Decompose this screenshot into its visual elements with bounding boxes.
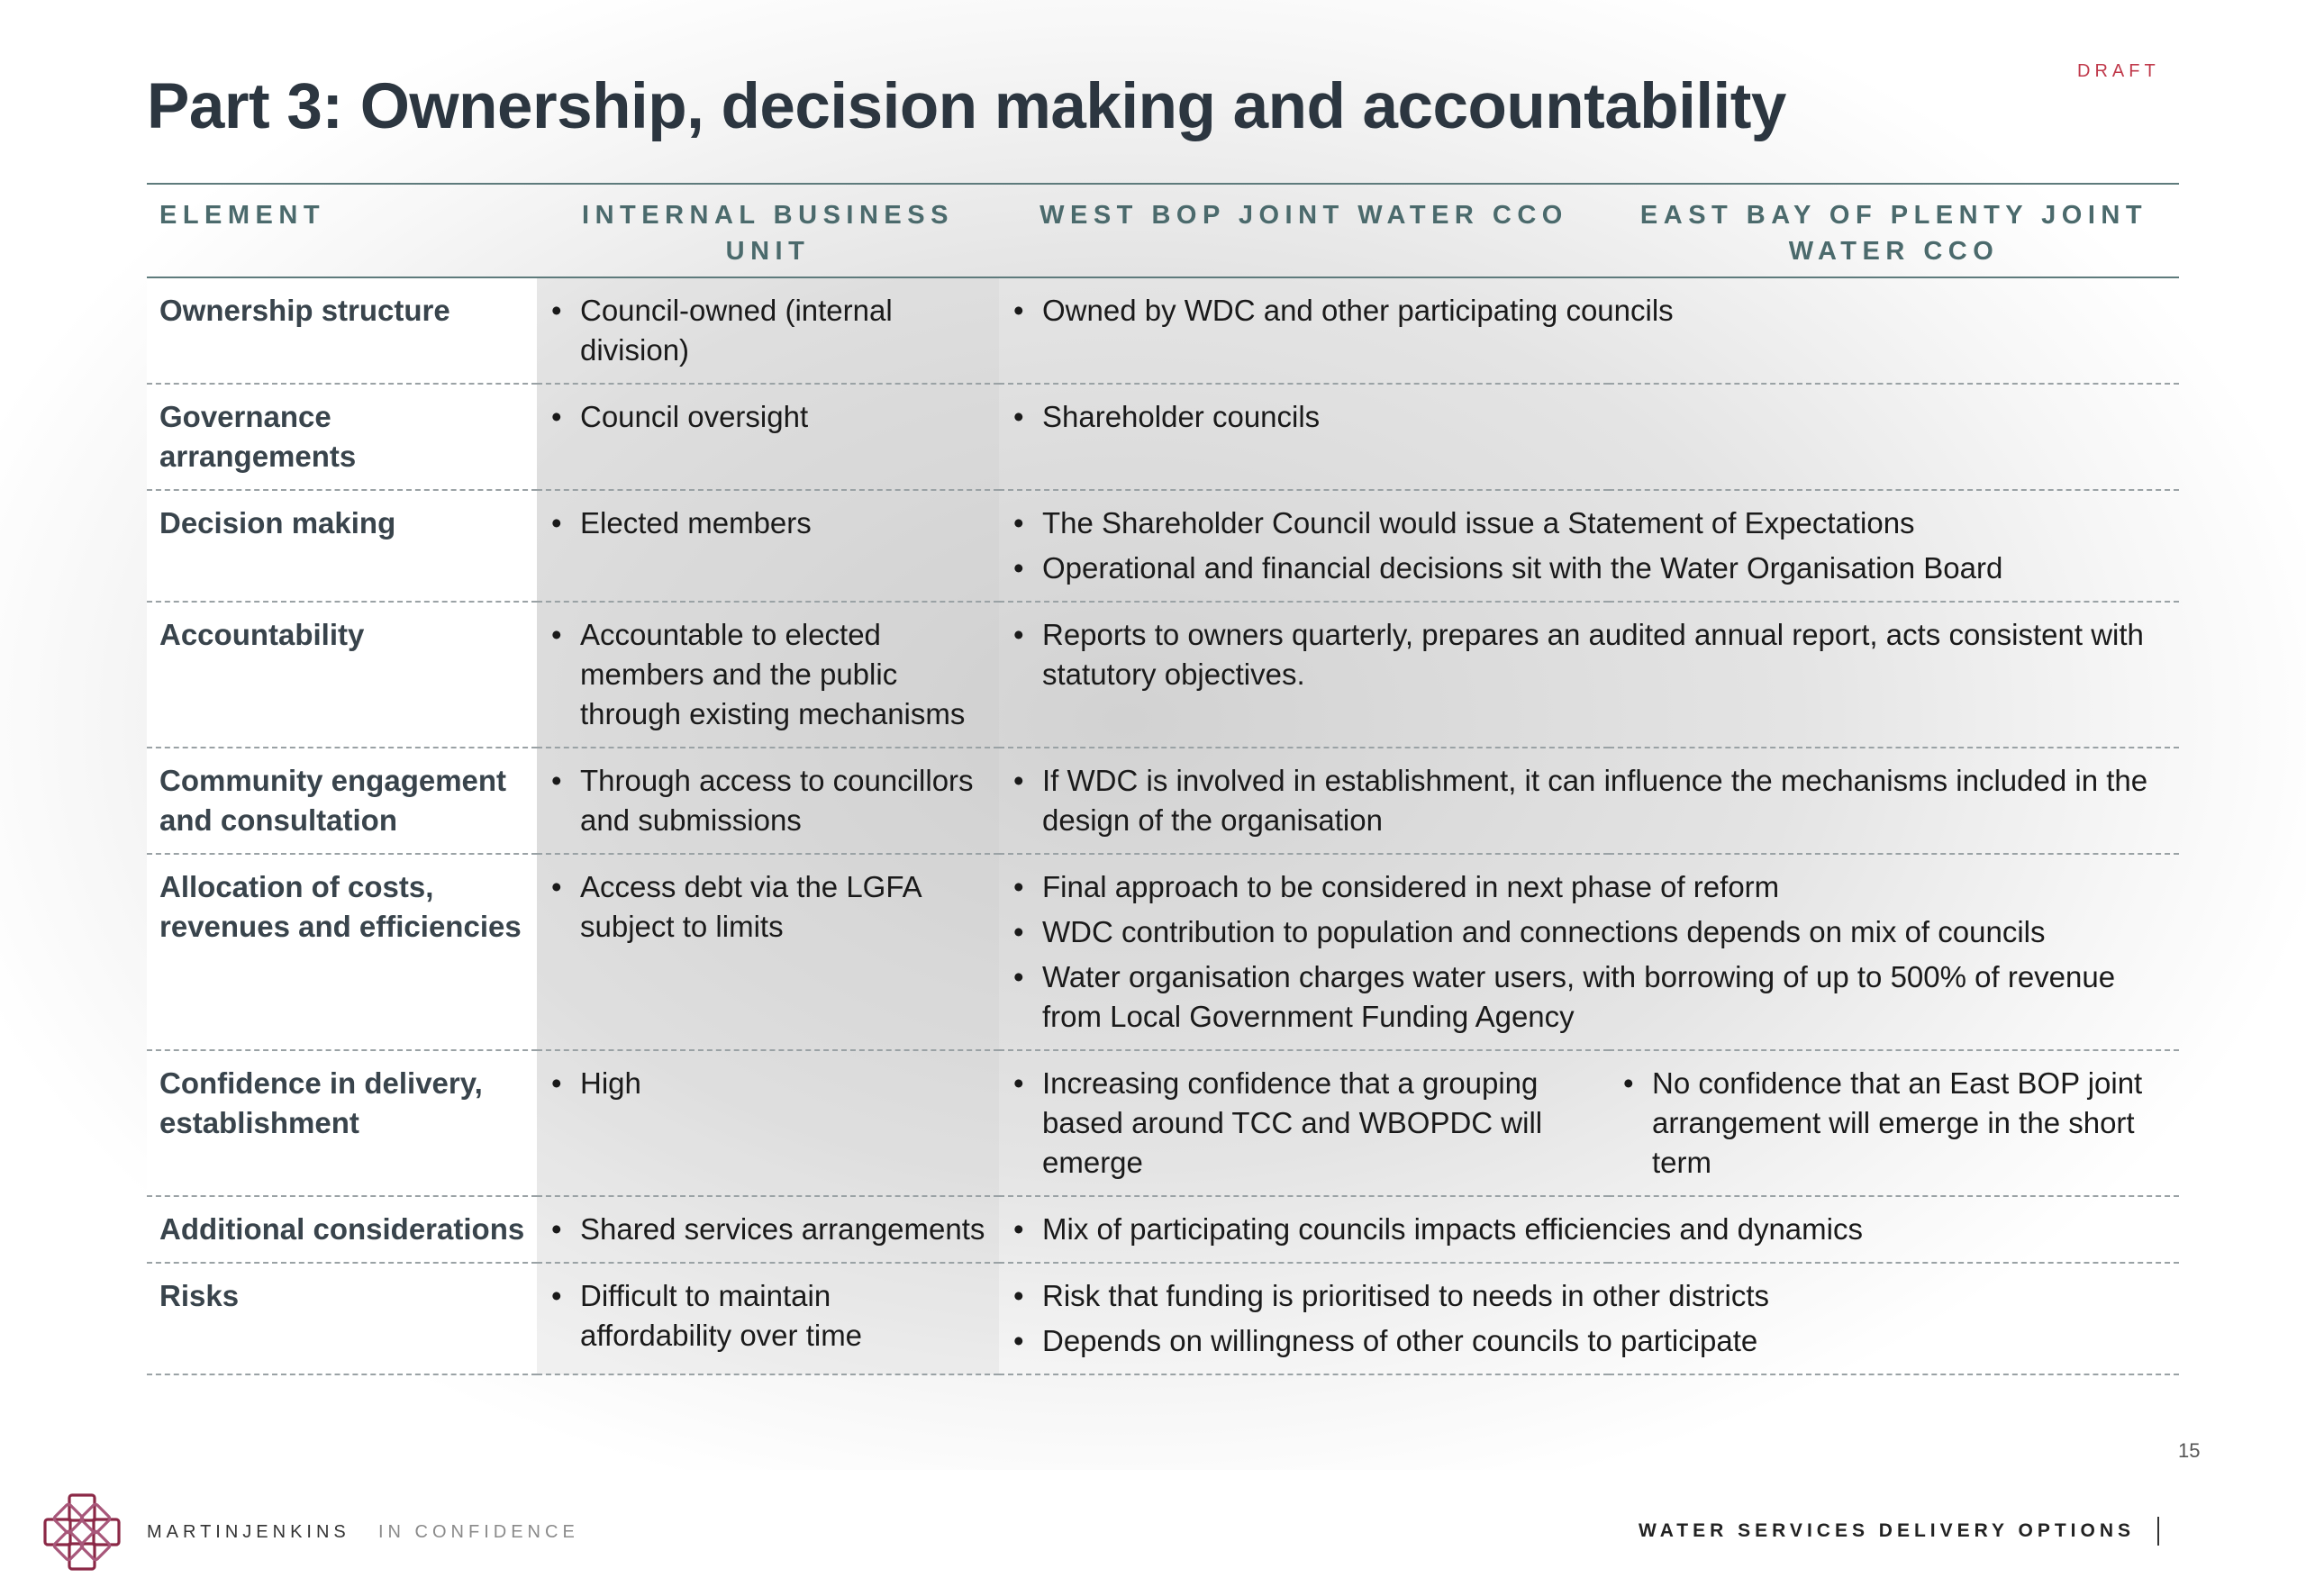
shared-cell xyxy=(999,1263,2179,1374)
bullet-item: • Council oversight xyxy=(548,397,990,437)
bullet-item: • If WDC is involved in establishment, it can influence the mechanisms included in the design of the organisation xyxy=(1010,761,2170,840)
header-internal-business-unit: INTERNAL BUSINESS UNIT xyxy=(537,184,999,277)
table-row xyxy=(147,854,2179,1050)
row-element-label: Allocation of costs, revenues and efficiencies xyxy=(147,854,537,1050)
internal-cell xyxy=(537,1050,999,1196)
bullet-item: • Shareholder councils xyxy=(1010,397,2170,437)
bullet-item: • Mix of participating councils impacts efficiencies and dynamics xyxy=(1010,1210,2170,1249)
table-row xyxy=(147,490,2179,602)
bullet-item: • Increasing confidence that a grouping based around TCC and WBOPDC will emerge xyxy=(1010,1064,1600,1183)
shared-cell xyxy=(999,490,2179,602)
bullet-item: • Access debt via the LGFA subject to limits xyxy=(548,867,990,947)
bullet-item: • Through access to councillors and submissions xyxy=(548,761,990,840)
internal-cell xyxy=(537,1196,999,1263)
bullet-item: • Final approach to be considered in next phase of reform xyxy=(1010,867,2170,907)
row-element-label: Risks xyxy=(147,1263,537,1374)
document-name: WATER SERVICES DELIVERY OPTIONS xyxy=(1639,1520,2135,1541)
confidentiality-label: IN CONFIDENCE xyxy=(378,1522,579,1542)
shared-cell xyxy=(999,1196,2179,1263)
row-element-label: Accountability xyxy=(147,602,537,748)
row-element-label: Additional considerations xyxy=(147,1196,537,1263)
internal-cell xyxy=(537,1263,999,1374)
bullet-item: • Water organisation charges water users, with borrowing of up to 500% of revenue from Local Government Funding Agency xyxy=(1010,957,2170,1037)
row-element-label: Confidence in delivery, establishment xyxy=(147,1050,537,1196)
bullet-item: • WDC contribution to population and connections depends on mix of councils xyxy=(1010,912,2170,952)
table-row xyxy=(147,1050,2179,1196)
shared-cell xyxy=(999,748,2179,854)
page-number: 15 xyxy=(2178,1439,2201,1462)
bullet-item: • Council-owned (internal division) xyxy=(548,291,990,370)
table-row xyxy=(147,602,2179,748)
martinjenkins-logo-icon xyxy=(43,1493,121,1571)
internal-cell xyxy=(537,384,999,490)
shared-cell xyxy=(999,854,2179,1050)
bullet-item: • The Shareholder Council would issue a Statement of Expectations xyxy=(1010,503,2170,543)
west-cell xyxy=(999,1050,1609,1196)
bullet-item: • Depends on willingness of other councils to participate xyxy=(1010,1321,2170,1361)
page-title: Part 3: Ownership, decision making and accountability xyxy=(147,71,1786,142)
bullet-item: • Operational and financial decisions sit with the Water Organisation Board xyxy=(1010,549,2170,588)
bullet-item: • Owned by WDC and other participating councils xyxy=(1010,291,2170,331)
table-row xyxy=(147,384,2179,490)
internal-cell xyxy=(537,602,999,748)
draft-label: DRAFT xyxy=(2077,61,2160,81)
shared-cell xyxy=(999,384,2179,490)
header-element: ELEMENT xyxy=(147,184,537,277)
internal-cell xyxy=(537,277,999,384)
east-cell xyxy=(1609,1050,2179,1196)
row-element-label: Decision making xyxy=(147,490,537,602)
row-element-label: Community engagement and consultation xyxy=(147,748,537,854)
bullet-item: • Elected members xyxy=(548,503,990,543)
bullet-item: • No confidence that an East BOP joint arrangement will emerge in the short term xyxy=(1620,1064,2170,1183)
table-row xyxy=(147,748,2179,854)
internal-cell xyxy=(537,748,999,854)
footer-divider xyxy=(2157,1517,2159,1546)
table-row xyxy=(147,277,2179,384)
internal-cell xyxy=(537,490,999,602)
bullet-item: • Reports to owners quarterly, prepares an audited annual report, acts consistent with statutory objectives. xyxy=(1010,615,2170,694)
bullet-item: • Accountable to elected members and the public through existing mechanisms xyxy=(548,615,990,734)
comparison-table xyxy=(147,183,2179,1375)
shared-cell xyxy=(999,277,2179,384)
header-west-bop: WEST BOP JOINT WATER CCO xyxy=(999,184,1609,277)
row-element-label: Governance arrangements xyxy=(147,384,537,490)
table-row xyxy=(147,1196,2179,1263)
shared-cell xyxy=(999,602,2179,748)
bullet-item: • High xyxy=(548,1064,990,1103)
bullet-item: • Shared services arrangements xyxy=(548,1210,990,1249)
bullet-item: • Risk that funding is prioritised to needs in other districts xyxy=(1010,1276,2170,1316)
header-east-bop: EAST BAY OF PLENTY JOINT WATER CCO xyxy=(1609,184,2179,277)
internal-cell xyxy=(537,854,999,1050)
table-header-row xyxy=(147,184,2179,277)
bullet-item: • Difficult to maintain affordability over time xyxy=(548,1276,990,1356)
brand-name: MARTINJENKINS xyxy=(147,1522,350,1542)
table-row xyxy=(147,1263,2179,1374)
row-element-label: Ownership structure xyxy=(147,277,537,384)
